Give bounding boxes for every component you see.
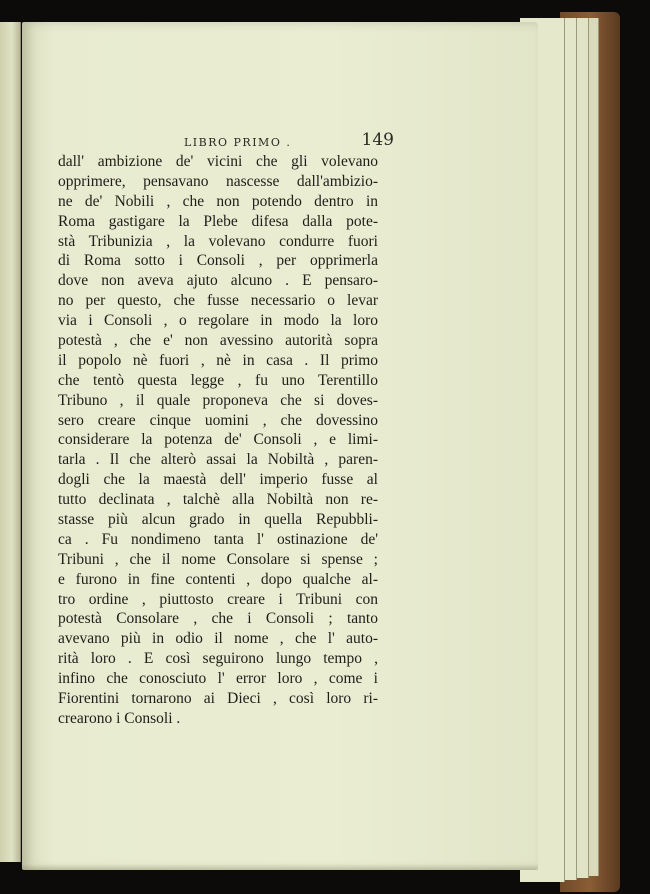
text-line: potestà Consolare , che i Consoli ; tanto [58,610,378,628]
text-line: il popolo nè fuori , nè in casa . Il primo [58,351,378,369]
text-line: Fiorentini tornarono ai Dieci , così loro ri- [58,690,378,708]
book-page [22,22,538,870]
text-line: e furono in fine contenti , dopo qualche al- [58,570,378,588]
body-text [58,152,378,729]
text-line: no per questo, che fusse necessario o levar [58,292,378,310]
text-line: considerare la potenza de' Consoli , e limi- [58,431,378,449]
text-line: potestà , che e' non avessino autorità sopra [58,332,378,350]
text-line: via i Consoli , o regolare in modo la loro [58,312,378,330]
text-line: infino che conosciuto l' error loro , come i [58,670,378,688]
text-line: avevano più in odio il nome , che l' auto- [58,630,378,648]
text-line: dogli che la maestà dell' imperio fusse al [58,471,378,489]
text-line: ne de' Nobili , che non potendo dentro in [58,192,378,210]
text-line: rità loro . E così seguirono lungo tempo , [58,650,378,668]
text-line: tro ordine , piuttosto creare i Tribuni con [58,590,378,608]
text-line: stasse più alcun grado in quella Repubbli- [58,511,378,529]
text-line: tarla . Il che alterò assai la Nobiltà , paren- [58,451,378,469]
page-number: 149 [361,130,394,150]
text-line: Roma gastigare la Plebe difesa dalla pote- [58,212,378,230]
text-line: crearono i Consoli . [58,709,181,727]
text-line: Tribuno , il quale proponeva che si doves- [58,391,378,409]
text-line: stà Tribunizia , la volevano condurre fuori [58,232,378,250]
text-line: che tentò questa legge , fu uno Terentillo [58,371,378,389]
text-line: tutto declinata , talchè alla Nobiltà non re- [58,491,378,509]
text-line: opprimere, pensavano nascesse dall'ambizio- [58,172,378,190]
text-line: ca . Fu nondimeno tanta l' ostinazione de' [58,530,378,548]
text-line: Tribuni , che il nome Consolare si spense ; [58,550,378,568]
text-line: dall' ambizione de' vicini che gli volevano [58,153,378,170]
text-line: sero creare cinque uomini , che dovessino [58,411,378,429]
running-head: LIBRO PRIMO . [184,136,292,149]
text-line: di Roma sotto i Consoli , per opprimerla [58,252,378,270]
page-header [142,130,400,154]
previous-page-edge [0,22,21,862]
text-line: dove non aveva ajuto alcuno . E pensaro- [58,272,378,290]
